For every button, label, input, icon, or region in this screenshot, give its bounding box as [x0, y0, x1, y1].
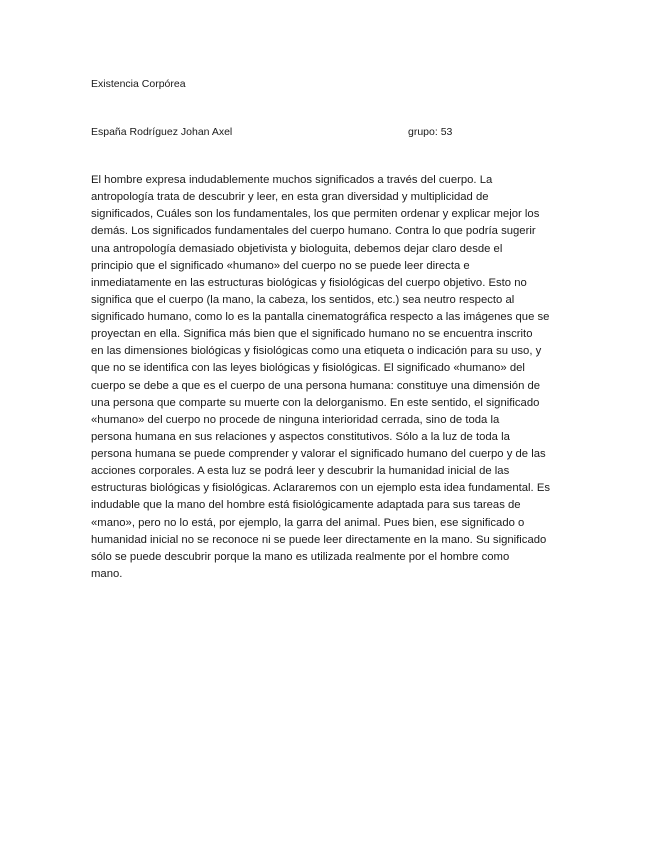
body-line: significados, Cuáles son los fundamentales, los que permiten ordenar y explicar mejor los — [91, 208, 540, 221]
body-line: «mano», pero no lo está, por ejemplo, la garra del animal. Pues bien, ese significado o — [91, 516, 525, 529]
body-line: que no se identifica con las leyes biológicas y fisiológicas. El significado «humano» del — [91, 362, 525, 375]
body-line: demás. Los significados fundamentales del cuerpo humano. Contra lo que podría sugerir — [91, 225, 536, 238]
essay-body — [91, 172, 571, 583]
body-line: en las dimensiones biológicas y fisiológicas como una etiqueta o indicación para su uso, y — [91, 345, 542, 358]
body-line: significa que el cuerpo (la mano, la cabeza, los sentidos, etc.) sea neutro respecto al — [91, 293, 515, 306]
document-title: Existencia Corpórea — [91, 78, 186, 90]
body-line: sólo se puede descubrir porque la mano es utilizada realmente por el hombre como — [91, 550, 510, 563]
group-label: grupo: 53 — [408, 126, 453, 138]
body-line: persona humana en sus relaciones y aspectos constitutivos. Sólo a la luz de toda la — [91, 430, 510, 443]
body-line: «humano» del cuerpo no procede de ninguna interioridad cerrada, sino de toda la — [91, 413, 500, 426]
body-line: indudable que la mano del hombre está fisiológicamente adaptada para sus tareas de — [91, 499, 521, 512]
body-line: mano. — [91, 567, 123, 580]
author-name: España Rodríguez Johan Axel — [91, 126, 233, 138]
body-line: humanidad inicial no se reconoce ni se puede leer directamente en la mano. Su significado — [91, 533, 547, 546]
body-line: estructuras biológicas y fisiológicas. Aclararemos con un ejemplo esta idea fundamental. Es — [91, 482, 551, 495]
body-line: inmediatamente en las estructuras biológicas y fisiológicas del cuerpo objetivo. Esto no — [91, 276, 527, 289]
body-line: antropología trata de descubrir y leer, en esta gran diversidad y multiplicidad de — [91, 191, 489, 204]
body-line: una persona que comparte su muerte con la delorganismo. En este sentido, el significado — [91, 396, 540, 409]
body-line: El hombre expresa indudablemente muchos significados a través del cuerpo. La — [91, 174, 493, 186]
body-line: significado humano, como lo es la pantalla cinematográfica respecto a las imágenes que se — [91, 311, 550, 323]
body-line: cuerpo se debe a que es el cuerpo de una persona humana: constituye una dimensión de — [91, 379, 541, 392]
body-line: una antropología demasiado objetivista y biologuita, debemos dejar claro desde el — [91, 242, 503, 255]
body-line: proyectan en ella. Significa más bien que el significado humano no se encuentra inscrito — [91, 328, 533, 341]
body-line: principio que el significado «humano» del cuerpo no se puede leer directa e — [91, 259, 470, 272]
body-line: persona humana se puede comprender y valorar el significado humano del cuerpo y de las — [91, 448, 546, 460]
body-line: acciones corporales. A esta luz se podrá leer y descubrir la humanidad inicial de las — [91, 465, 510, 478]
